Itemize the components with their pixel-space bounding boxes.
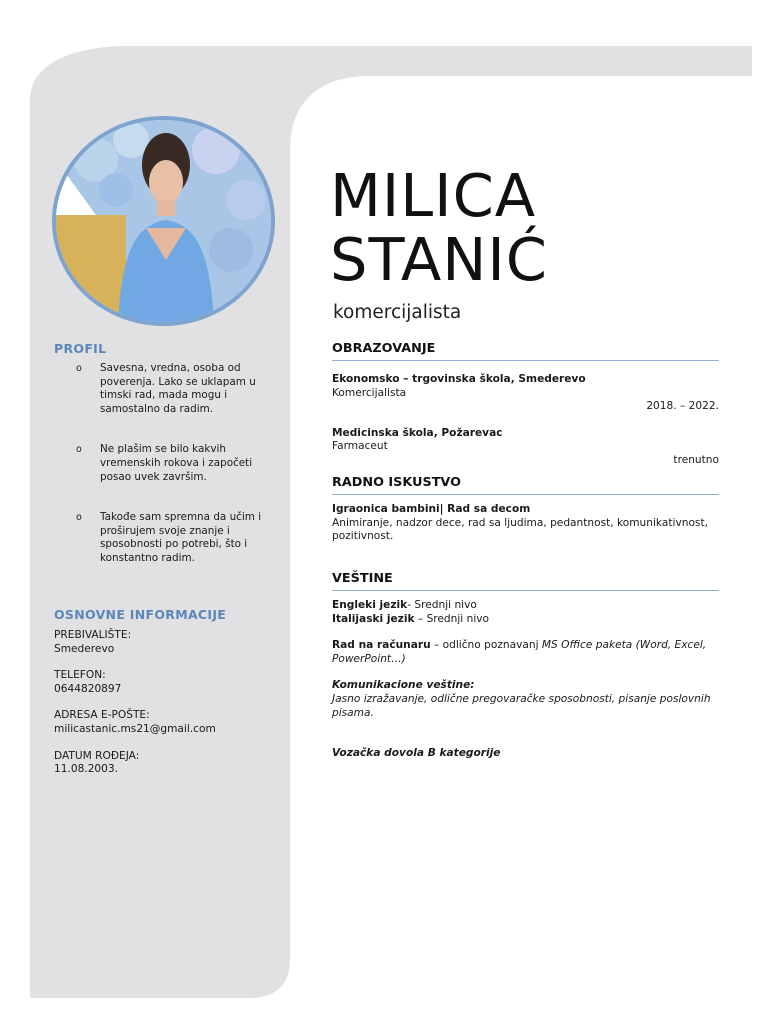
info-residence bbox=[54, 629, 284, 656]
school-role: Komercijalista bbox=[332, 386, 407, 399]
school-name: Ekonomsko – trgovinska škola, Smederevo bbox=[332, 373, 586, 385]
computer-skills bbox=[332, 639, 719, 666]
basic-info bbox=[54, 629, 284, 777]
computer-label: Rad na računaru bbox=[332, 639, 431, 652]
school-period: 2018. – 2022. bbox=[646, 400, 719, 413]
info-label: PREBIVALIŠTE: bbox=[54, 629, 132, 641]
language-english bbox=[332, 599, 719, 613]
info-value: Smederevo bbox=[54, 642, 115, 655]
info-value: 11.08.2003. bbox=[54, 763, 119, 776]
languages bbox=[332, 599, 719, 626]
skills-section bbox=[332, 571, 719, 761]
info-birthdate bbox=[54, 750, 284, 777]
computer-software: MS Office paketa (Word, Excel, PowerPoint…) bbox=[332, 639, 707, 665]
language-label: Engleki jezik bbox=[332, 599, 408, 611]
info-value[interactable]: milicastanic.ms21@gmail.com bbox=[54, 722, 216, 735]
info-value: 0644820897 bbox=[54, 682, 122, 695]
full-name bbox=[330, 161, 549, 294]
info-heading: OSNOVNE INFORMACIJE bbox=[54, 607, 227, 622]
profile-item: o Savesna, vredna, osoba od poverenja. Lako se uklapam u timski rad, mada mogu i samostalno da radim. bbox=[76, 362, 276, 416]
profile-list bbox=[76, 362, 276, 566]
education-heading: OBRAZOVANJE bbox=[332, 341, 719, 361]
computer-text: – odlično poznavanj bbox=[430, 639, 542, 652]
last-name: STANIĆ bbox=[330, 225, 549, 294]
profile-item: o Takođe sam spremna da učim i proširujem svoje znanje i sposobnosti po potrebi, što i konstantno radim. bbox=[76, 511, 276, 565]
communication-label: Komunikacione veštine: bbox=[332, 679, 475, 692]
experience-section bbox=[332, 475, 719, 544]
school-name: Medicinska škola, Požarevac bbox=[332, 426, 503, 439]
language-italian bbox=[332, 613, 719, 627]
education-section bbox=[332, 341, 719, 468]
info-label: TELEFON: bbox=[54, 669, 106, 682]
job-title: Igraonica bambini| Rad sa decom bbox=[332, 503, 531, 515]
driving-license: Vozačka dovola B kategorije bbox=[332, 747, 501, 760]
school-role: Farmaceut bbox=[332, 440, 388, 453]
experience-heading: RADNO ISKUSTVO bbox=[332, 475, 719, 495]
language-label: Italijaski jezik bbox=[332, 612, 415, 625]
communication-skills bbox=[332, 679, 719, 720]
communication-text: Jasno izražavanje, odlične pregovaračke sposobnosti, pisanje poslovnih pisama. bbox=[332, 692, 711, 719]
info-email bbox=[54, 709, 284, 736]
info-label: DATUM ROĐEJA: bbox=[54, 749, 140, 762]
first-name: MILICA bbox=[330, 161, 537, 230]
job-description: Animiranje, nadzor dece, rad sa ljudima, pedantnost, komunikativnost, pozitivnost. bbox=[332, 516, 708, 543]
language-level: – Srednji nivo bbox=[414, 612, 490, 625]
profile-photo bbox=[52, 116, 275, 326]
info-label: ADRESA E-POŠTE: bbox=[54, 709, 150, 722]
profile-item: o Ne plašim se bilo kakvih vremenskih rokova i započeti posao uvek završim. bbox=[76, 443, 276, 484]
experience-item bbox=[332, 503, 719, 544]
info-phone bbox=[54, 669, 284, 696]
school-period: trenutno bbox=[673, 453, 719, 466]
language-level: - Srednji nivo bbox=[407, 599, 477, 611]
profile-heading: PROFIL bbox=[54, 341, 107, 356]
education-item bbox=[332, 373, 719, 414]
education-item bbox=[332, 427, 719, 468]
skills-heading: VEŠTINE bbox=[332, 571, 719, 591]
profession: komercijalista bbox=[333, 302, 462, 323]
